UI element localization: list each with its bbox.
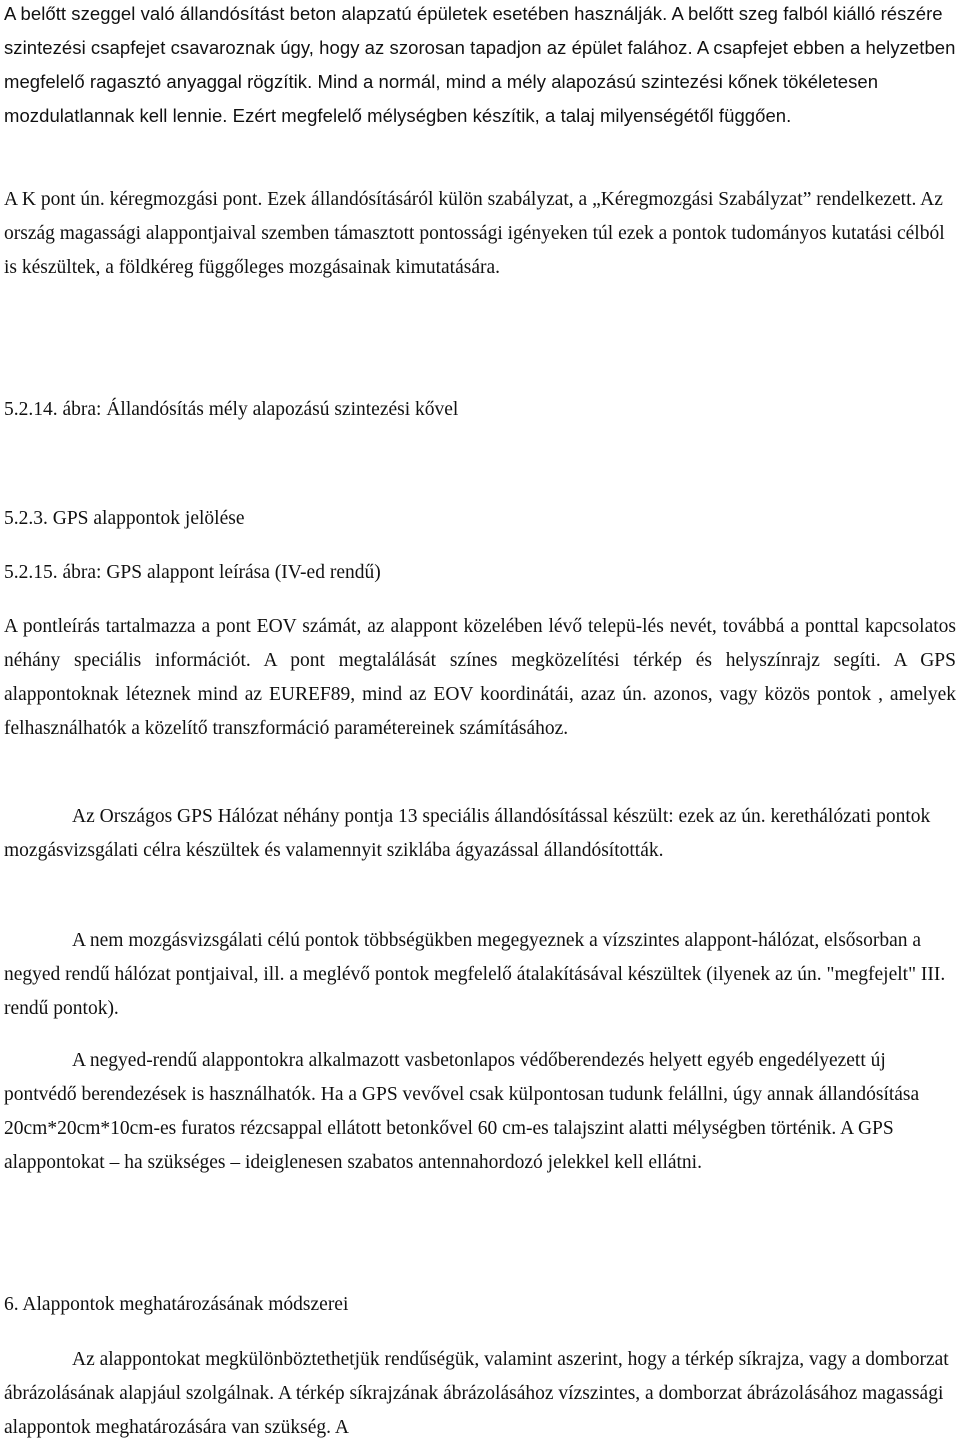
paragraph-keregmozgasi-pont: A K pont ún. kéregmozgási pont. Ezek állandósításáról külön szabályzat, a „Kéregmozgási Szabályzat” rendelkezett. Az ország magassági alappontjaival szemben támasztott pontossági igényeken túl ezek a pontok tudományos kutatási célból is készültek, a földkéreg függőleges mozgásainak kimutatására. <box>4 189 945 278</box>
figure-caption-5-2-14: 5.2.14. ábra: Állandósítás mély alapozású szintezési kővel <box>4 399 459 420</box>
paragraph-nem-mozgasvizsgalati: A nem mozgásvizsgálati célú pontok többségükben megegyeznek a vízszintes alappont-hálózat, elsősorban a negyed rendű hálózat pontjaival, ill. a meglévő pontok megfelelő átalakításával készültek (ilyenek az ún. "megfejelt" III. rendű pontok). <box>4 930 946 1019</box>
paragraph-alappontok-megkulonboztetese: Az alappontokat megkülönböztethetjük rendűségük, valamint aszerint, hogy a térkép síkrajza, vagy a domborzat ábrázolásának alapjául szolgálnak. A térkép síkrajzának ábrázolásához vízszintes, a domborzat ábrázolásához magassági alappontok meghatározására van szükség. A <box>4 1349 949 1438</box>
paragraph-pontleiras: A pontleírás tartalmazza a pont EOV számát, az alappont közelében lévő telepü-lés nevét, továbbá a ponttal kapcsolatos néhány speciális információt. A pont megtalálását színes megközelítési térkép és helyszínrajz segíti. A GPS alappontoknak léteznek mind az EUREF89, mind az EOV koordinátái, azaz ún. azonos, vagy közös pontok , amelyek felhasználhatók a közelítő transzformáció paramétereinek számításához. <box>4 616 956 739</box>
figure-caption-5-2-15: 5.2.15. ábra: GPS alappont leírása (IV-ed rendű) <box>4 562 381 583</box>
section-heading-6: 6. Alappontok meghatározásának módszerei <box>4 1294 349 1315</box>
paragraph-negyed-rendu: A negyed-rendű alappontokra alkalmazott vasbetonlapos védőberendezés helyett egyéb engedélyezett új pontvédő berendezések is használhatók. Ha a GPS vevővel csak külpontosan tudunk felállni, úgy annak állandósítása 20cm*20cm*10cm-es furatos rézcsappal ellátott betonkővel 60 cm-es talajszint alatti mélységben történik. A GPS alappontokat – ha szükséges – ideiglenesen szabatos antennahordozó jelekkel kell ellátni. <box>4 1050 920 1173</box>
paragraph-orszagos-gps-halozat: Az Országos GPS Hálózat néhány pontja 13 speciális állandósítással készült: ezek az ún. kerethálózati pontok mozgásvizsgálati célra készültek és valamennyit sziklába ágyazással állandósították. <box>4 806 931 861</box>
section-heading-5-2-3: 5.2.3. GPS alappontok jelölése <box>4 508 245 529</box>
paragraph-belott-szeg: A belőtt szeggel való állandósítást beton alapzatú épületek esetében használják. A belőtt szeg falból kiálló részére szintezési csapfejet csavaroznak úgy, hogy az szorosan tapadjon az épület falához. A csapfejet ebben a helyzetben megfelelő ragasztó anyaggal rögzítik. Mind a normál, mind a mély alapozású szintezési kőnek tökéletesen mozdulatlannak kell lennie. Ezért megfelelő mélységben készítik, a talaj milyenségétől függően. <box>4 3 956 126</box>
